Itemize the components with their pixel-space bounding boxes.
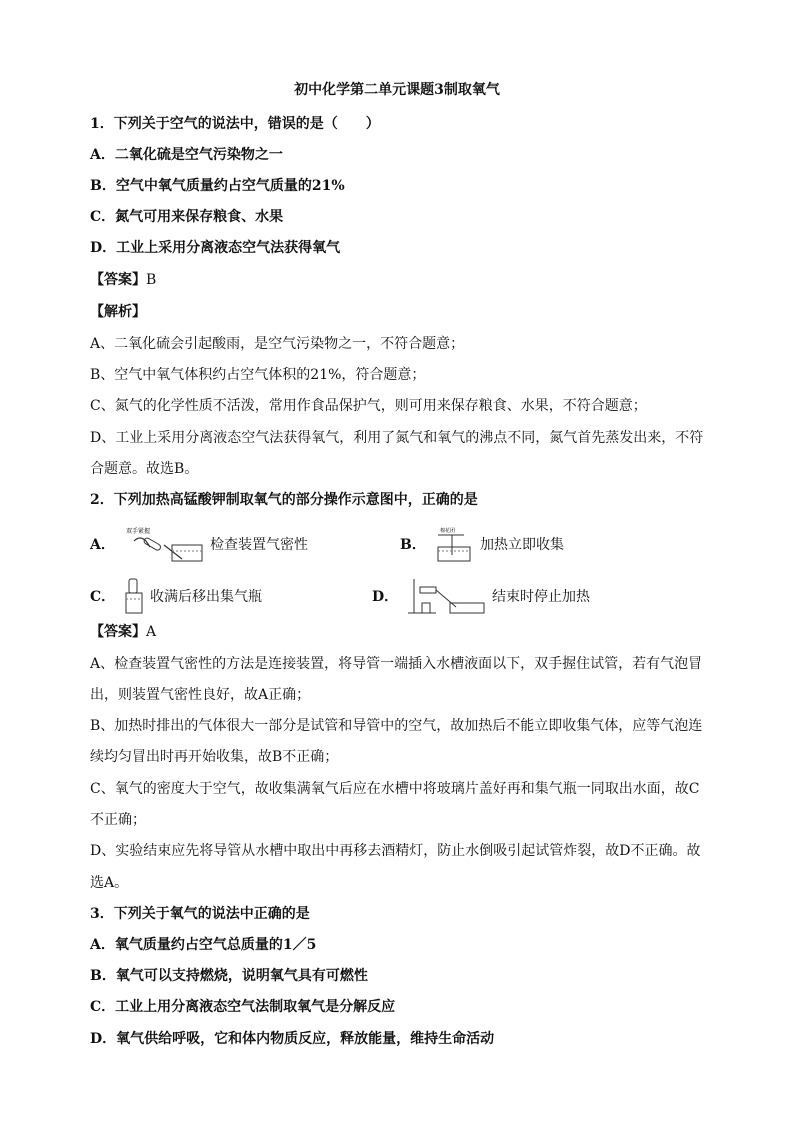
gas-bottle-figure xyxy=(124,577,144,615)
q1-analysis-label: 【解析】 xyxy=(90,304,146,320)
q2-analysis-line: D、实验结束应先将导管从水槽中取出中再移去酒精灯，防止水倒吸引起试管炸裂，故D不正确。故 xyxy=(90,843,701,859)
q1-analysis-line: 合题意。故选B。 xyxy=(90,461,199,477)
stop-heating-figure xyxy=(406,577,486,615)
q1-option-b: B．空气中氧气质量约占空气质量的21% xyxy=(90,178,345,194)
figure-label: 棉花团 xyxy=(440,528,456,534)
q1-option-d: D．工业上采用分离液态空气法获得氧气 xyxy=(90,240,341,256)
q2-option-letter: B． xyxy=(400,537,426,553)
q2-option-letter: A． xyxy=(90,537,115,553)
q1-answer xyxy=(90,270,720,290)
q2-option-letter: D． xyxy=(372,589,399,605)
q2-option-d xyxy=(372,576,590,616)
q2-option-c xyxy=(90,576,262,616)
q2-option-text: 收满后移出集气瓶 xyxy=(150,589,262,605)
q2-option-text: 检查装置气密性 xyxy=(210,537,308,553)
q2-analysis-line: 续均匀冒出时再开始收集，故B不正确； xyxy=(90,749,339,765)
q3-option-a: A．氧气质量约占空气总质量的1／5 xyxy=(90,937,317,953)
q2-option-text: 加热立即收集 xyxy=(480,537,564,553)
q2-option-letter: C． xyxy=(90,589,116,605)
q1-answer-value: B xyxy=(146,272,157,288)
q1-analysis-line: B、空气中氧气体积约占空气体积的21%，符合题意； xyxy=(90,367,426,383)
q1-analysis-line: C、氮气的化学性质不活泼，常用作食品保护气，则可用来保存粮食、水果，不符合题意； xyxy=(90,398,647,414)
q2-option-b xyxy=(400,524,564,564)
q2-analysis-line: 选A。 xyxy=(90,875,129,891)
q2-stem: 2．下列加热高锰酸钾制取氧气的部分操作示意图中，正确的是 xyxy=(90,492,478,508)
q1-answer-label: 【答案】 xyxy=(90,272,146,288)
q2-answer xyxy=(90,622,720,642)
heating-collect-figure xyxy=(434,525,474,563)
q2-option-a xyxy=(90,524,308,564)
q1-stem: 1．下列关于空气的说法中，错误的是（ ） xyxy=(90,116,380,132)
page-title: 初中化学第二单元课题3制取氧气 xyxy=(294,82,500,98)
figure-label: 双手紧握 xyxy=(126,528,151,535)
q3-option-b: B．氧气可以支持燃烧，说明氧气具有可燃性 xyxy=(90,968,368,984)
q3-option-d: D．氧气供给呼吸，它和体内物质反应，释放能量，维持生命活动 xyxy=(90,1031,495,1047)
q2-option-text: 结束时停止加热 xyxy=(492,589,590,605)
q1-analysis-line: A、二氧化硫会引起酸雨，是空气污染物之一，不符合题意； xyxy=(90,336,465,352)
q2-analysis-line: 出，则装置气密性良好，故A正确； xyxy=(90,687,311,703)
q2-analysis-line: 不正确； xyxy=(90,812,146,828)
q1-option-c: C．氮气可用来保存粮食、水果 xyxy=(90,209,284,225)
q1-option-a: A．二氧化硫是空气污染物之一 xyxy=(90,147,283,163)
q2-analysis-line: C、氧气的密度大于空气，故收集满氧气后应在水槽中将玻璃片盖好再和集气瓶一同取出水面，故C xyxy=(90,781,700,797)
q3-option-c: C．工业上用分离液态空气法制取氧气是分解反应 xyxy=(90,999,396,1015)
q2-analysis-line: B、加热时排出的气体很大一部分是试管和导管中的空气，故加热后不能立即收集气体，应等气泡连 xyxy=(90,718,703,734)
q2-answer-value: A xyxy=(146,624,157,640)
q3-stem: 3．下列关于氧气的说法中正确的是 xyxy=(90,906,310,922)
q1-analysis-line: D、工业上采用分离液态空气法获得氧气，利用了氮气和氧气的沸点不同，氮气首先蒸发出来，不符 xyxy=(90,430,704,446)
q2-answer-label: 【答案】 xyxy=(90,624,146,640)
q2-analysis-line: A、检查装置气密性的方法是连接装置，将导管一端插入水槽液面以下，双手握住试管，若有气泡冒 xyxy=(90,656,703,672)
airtightness-check-figure xyxy=(124,525,204,563)
